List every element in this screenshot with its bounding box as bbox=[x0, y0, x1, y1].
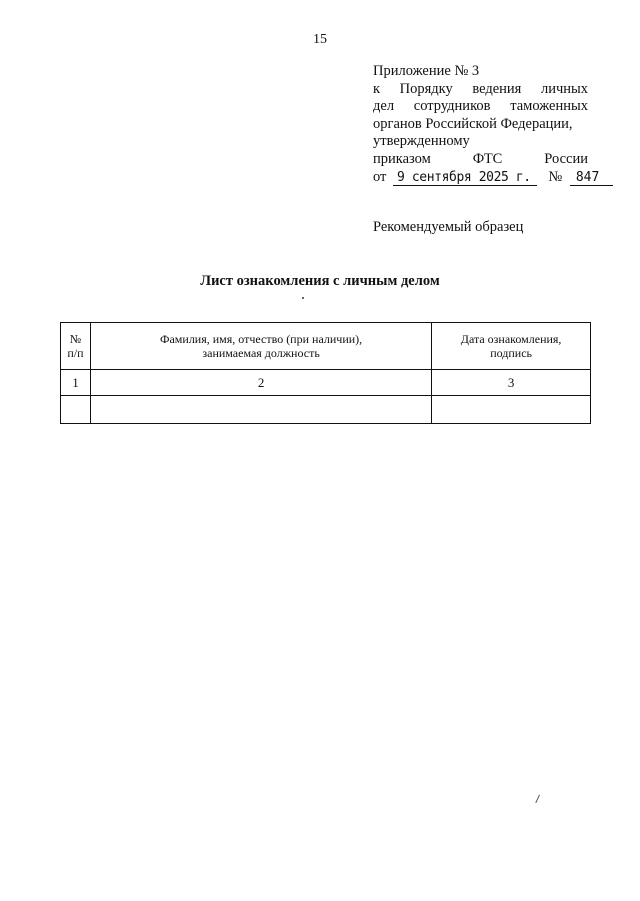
table-cell bbox=[90, 396, 431, 424]
column-number-cell: 2 bbox=[90, 370, 431, 396]
appendix-line-4: органов Российской Федерации, bbox=[373, 115, 573, 132]
table-row bbox=[61, 396, 591, 424]
table-header-row bbox=[61, 323, 591, 370]
document-title: Лист ознакомления с личным делом bbox=[200, 273, 440, 289]
appendix-word: личных bbox=[540, 80, 588, 97]
table-cell bbox=[61, 396, 91, 424]
recommended-sample-label: Рекомендуемый образец bbox=[373, 219, 524, 235]
appendix-line-3 bbox=[373, 98, 588, 116]
column-number-cell: 3 bbox=[432, 370, 591, 396]
appendix-word: к bbox=[373, 80, 381, 97]
table-cell bbox=[432, 396, 591, 424]
acquaintance-table bbox=[60, 322, 591, 424]
header-text: Дата ознакомления, bbox=[460, 332, 562, 346]
header-cell-number bbox=[61, 323, 91, 370]
order-line bbox=[373, 168, 600, 187]
appendix-word: ведения bbox=[472, 80, 522, 97]
header-text: № bbox=[69, 332, 82, 346]
header-text: п/п bbox=[67, 346, 84, 360]
appendix-line-6 bbox=[373, 151, 588, 169]
order-prefix: от bbox=[373, 168, 387, 185]
header-text: подпись bbox=[490, 346, 533, 360]
appendix-word: России bbox=[544, 150, 588, 167]
order-date: 9 сентября 2025 г. bbox=[393, 170, 537, 186]
appendix-word: дел bbox=[373, 98, 395, 115]
appendix-word: ФТС bbox=[472, 150, 503, 167]
column-number-cell: 1 bbox=[61, 370, 91, 396]
order-number: 847 bbox=[570, 170, 613, 186]
appendix-line-2 bbox=[373, 81, 588, 99]
header-cell-name bbox=[90, 323, 431, 370]
appendix-title: Приложение № 3 bbox=[373, 63, 480, 79]
header-cell-date bbox=[432, 323, 591, 370]
appendix-word: таможенных bbox=[510, 98, 588, 115]
appendix-word: Порядку bbox=[399, 80, 453, 97]
appendix-word: приказом bbox=[373, 150, 431, 167]
appendix-word: сотрудников bbox=[413, 98, 491, 115]
header-text: Фамилия, имя, отчество (при наличии), bbox=[160, 332, 363, 346]
column-number-row bbox=[61, 370, 591, 396]
appendix-line-5: утвержденному bbox=[373, 133, 470, 150]
number-sign: № bbox=[548, 168, 563, 185]
header-text: занимаемая должность bbox=[202, 346, 320, 360]
page-number: 15 bbox=[313, 32, 327, 47]
scan-speck bbox=[302, 297, 304, 299]
appendix-block bbox=[373, 63, 600, 186]
scan-mark bbox=[535, 795, 542, 805]
